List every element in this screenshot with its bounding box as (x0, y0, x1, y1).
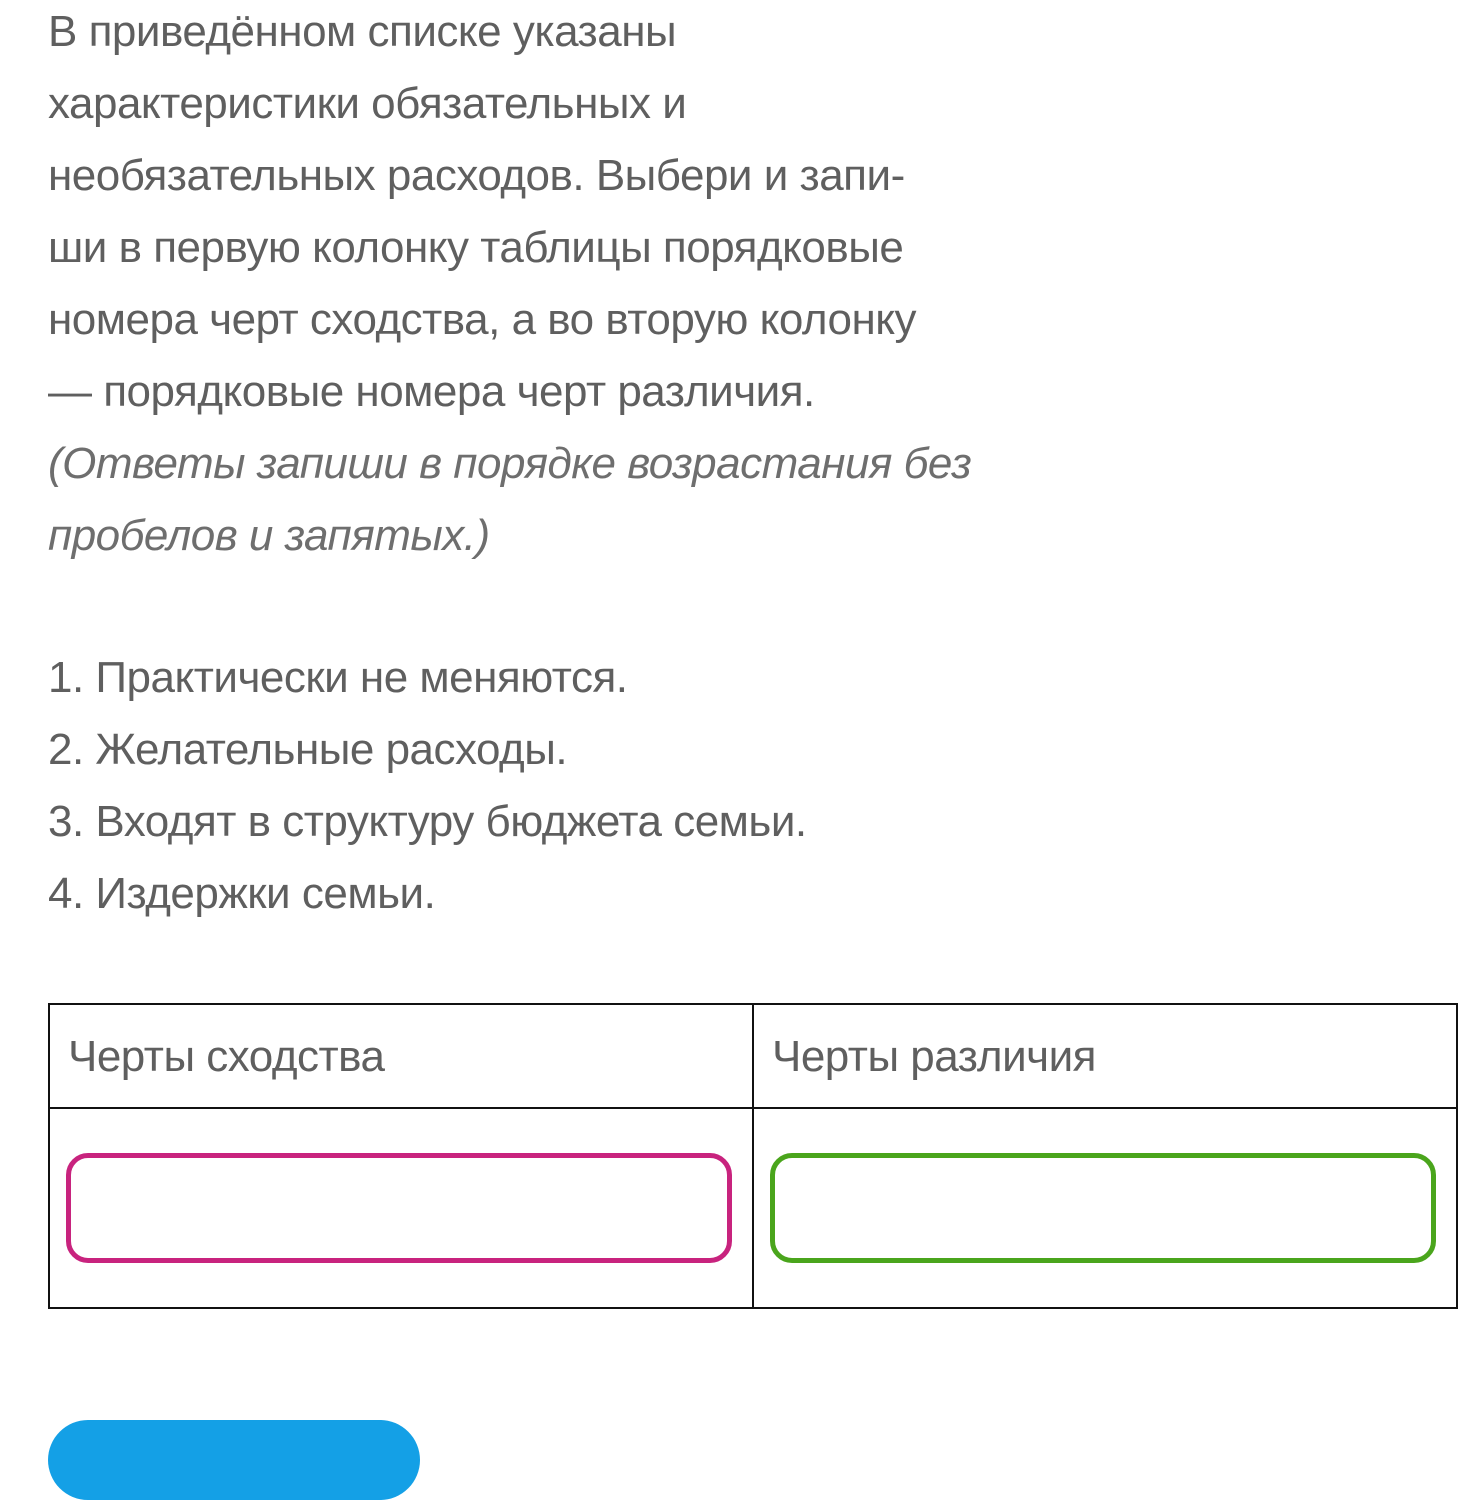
answer-cell-difference (753, 1108, 1457, 1308)
answer-cell-similarity (49, 1108, 753, 1308)
table-header-row (49, 1004, 1457, 1108)
similarity-answer-input[interactable] (66, 1153, 732, 1263)
task-line: — порядковые номера черт различия. (48, 367, 815, 416)
answer-table-grid (48, 1003, 1458, 1309)
task-line: характеристики обязательных и (48, 79, 687, 128)
option-item-2: 2. Желательные расходы. (48, 725, 568, 774)
answer-table (48, 1003, 1097, 1311)
task-line: В приведённом списке указаны (48, 7, 677, 56)
header-cell-difference (753, 1004, 1457, 1108)
task-line: необязательных расходов. Выбери и запи- (48, 151, 905, 200)
option-item-1: 1. Практически не меняются. (48, 653, 628, 702)
submit-button[interactable] (48, 1420, 420, 1500)
task-line: ши в первую колонку таблицы порядковые (48, 223, 904, 272)
difference-answer-input[interactable] (770, 1153, 1436, 1263)
option-item-4: 4. Издержки семьи. (48, 869, 436, 918)
task-line: номера черт сходства, а во вторую колонку (48, 295, 917, 344)
task-hint-line: пробелов и запятых.) (48, 511, 490, 560)
header-difference-label: Черты различия (772, 1032, 1097, 1081)
table-answer-row (49, 1108, 1457, 1308)
option-item-3: 3. Входят в структуру бюджета семьи. (48, 797, 807, 846)
options-list (48, 642, 1038, 930)
task-description (48, 0, 1038, 572)
header-cell-similarity (49, 1004, 753, 1108)
header-similarity-label: Черты сходства (68, 1032, 385, 1081)
task-hint-line: (Ответы запиши в порядке возрастания без (48, 439, 972, 488)
